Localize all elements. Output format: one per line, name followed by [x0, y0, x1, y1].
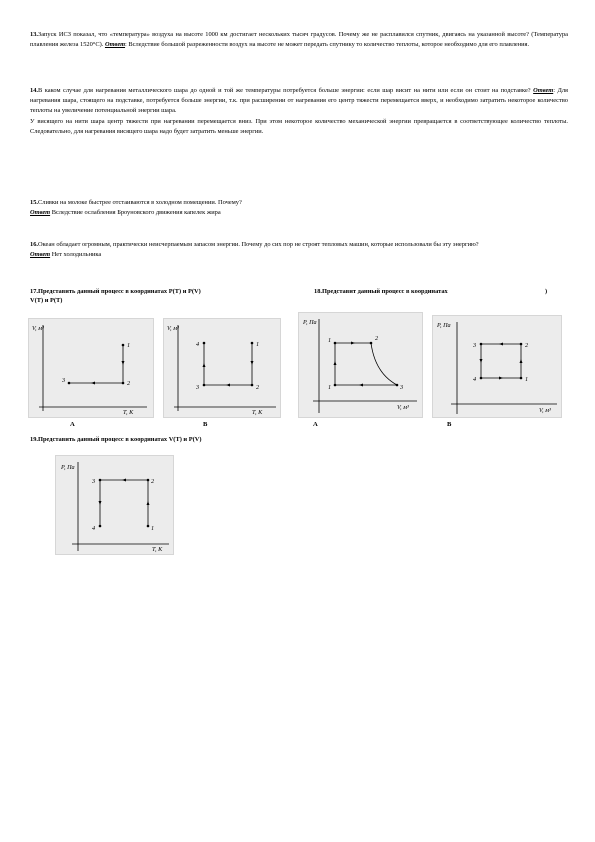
graph-17a	[28, 318, 154, 418]
q13-question: Запуск ИСЗ показал, что «температура» воздуха на высоте 1000 км достигает нескольких тысяч градусов. Почему же не расплавился спутник, двигаясь на указанной высоте? (Температура плавления железа 1520°С).	[30, 31, 568, 49]
g4-xlabel: V, м³	[539, 407, 551, 414]
q17-title-line2: V(T) и P(T)	[30, 297, 63, 304]
g3-point-1: 1	[328, 384, 332, 391]
g2-point-2: 2	[256, 384, 260, 391]
graph-18a	[298, 312, 423, 418]
q16-number: 16.	[30, 241, 38, 248]
q15-answer-label: Ответ	[30, 209, 51, 217]
g2-point-3: 3	[196, 384, 200, 391]
g2-point-1: 1	[256, 341, 260, 348]
q15-question: Сливки на молоке быстрее отстаиваются в холодном помещении. Почему?	[38, 199, 242, 206]
q14-extra: У висящего на нити шара центр тяжести при нагревании перемещается вниз. При этом некоторое количество механической энергии превращается в соответствующее количество теплоты. Следовательно, для нагревания висящего шара надо будет затратить меньше энергии.	[30, 117, 568, 135]
q19-title: 19.Представить данный процесс в координатах V(T) и P(V)	[30, 436, 202, 443]
q13-answer: : Вследствие большой разреженности воздух на высоте не может передать спутнику то количество теплоты, которое необходимо для его плавления.	[125, 41, 530, 49]
question-16	[30, 240, 568, 260]
g5-point-3: 3	[92, 478, 96, 485]
question-14	[30, 86, 568, 137]
graph-18b-svg	[433, 316, 561, 417]
q14-answer: : Для нагревания шара, стоящего на подставке, потребуется больше энергии, т.к. при расширении от нагревания его центр тяжести перемещается вверх, и необходимо затратить некоторое количество теплоты на увеличение потенциальной энергии шара.	[30, 87, 568, 115]
g1-point-2: 2	[127, 380, 131, 387]
g3-point-1b: 1	[328, 337, 332, 344]
q16-answer-label: Ответ	[30, 251, 51, 259]
g4-point-2: 2	[525, 342, 529, 349]
label-b-2: В	[447, 421, 452, 428]
g4-point-1: 1	[525, 376, 529, 383]
g1-xlabel: T, K	[123, 409, 134, 416]
g1-ylabel: V, м³	[32, 325, 44, 332]
g2-ylabel: V, м³	[167, 325, 179, 332]
g3-point-3: 3	[400, 384, 404, 391]
g5-point-1: 1	[151, 525, 155, 532]
q17-title-line1: 17.Представить данный процесс в координатах P(T) и P(V)	[30, 288, 201, 295]
q16-answer: Нет холодильника	[50, 251, 102, 259]
label-b-1: В	[203, 421, 208, 428]
g1-point-3: 3	[62, 377, 66, 384]
graph-18b	[432, 315, 562, 418]
g4-point-3: 3	[473, 342, 477, 349]
q14-question: В каком случае для нагревания металлического шара до одной и той же температуры потребуется больше энергии: если шар висит на нити или если он стоит на подставке?	[38, 87, 531, 94]
graph-19	[55, 455, 174, 555]
q15-number: 15.	[30, 199, 38, 206]
g5-point-2: 2	[151, 478, 155, 485]
question-15	[30, 198, 568, 218]
g4-point-4: 4	[473, 376, 477, 383]
g1-point-1: 1	[127, 342, 131, 349]
g3-point-2: 2	[375, 335, 379, 342]
g4-ylabel: P, Па	[437, 322, 451, 329]
q13-number: 13.	[30, 31, 38, 38]
label-a-2: А	[313, 421, 318, 428]
g3-xlabel: V, м³	[397, 404, 409, 411]
graph-17b	[163, 318, 281, 418]
g5-point-4: 4	[92, 525, 96, 532]
q17-title	[30, 287, 290, 305]
q14-number: 14.	[30, 87, 38, 94]
g3-ylabel: P, Па	[303, 319, 317, 326]
q15-answer: Вследствие ослабления Броуновского движения капелек жира	[50, 209, 221, 217]
question-13	[30, 30, 568, 50]
q13-answer-label: Ответ	[104, 41, 126, 49]
graph-17b-svg	[164, 319, 280, 417]
g2-xlabel: T, K	[252, 409, 263, 416]
q18-title: 18.Представит данный процесс в координатах	[314, 288, 448, 295]
g5-xlabel: T, K	[152, 546, 163, 553]
graph-17a-svg	[29, 319, 153, 417]
q16-question: Океан обладает огромным, практически неисчерпаемым запасом энергии. Почему до сих пор не строят тепловых машин, которые использовали бы эту энергию?	[38, 241, 479, 248]
graph-18a-svg	[299, 313, 422, 417]
q14-answer-label: Ответ	[533, 87, 554, 94]
label-a-1: А	[70, 421, 75, 428]
g2-point-4: 4	[196, 341, 200, 348]
g5-ylabel: P, Па	[61, 464, 75, 471]
process-curve-2-3	[371, 343, 397, 385]
q18-title-end: )	[545, 288, 548, 295]
graph-19-svg	[56, 456, 173, 554]
